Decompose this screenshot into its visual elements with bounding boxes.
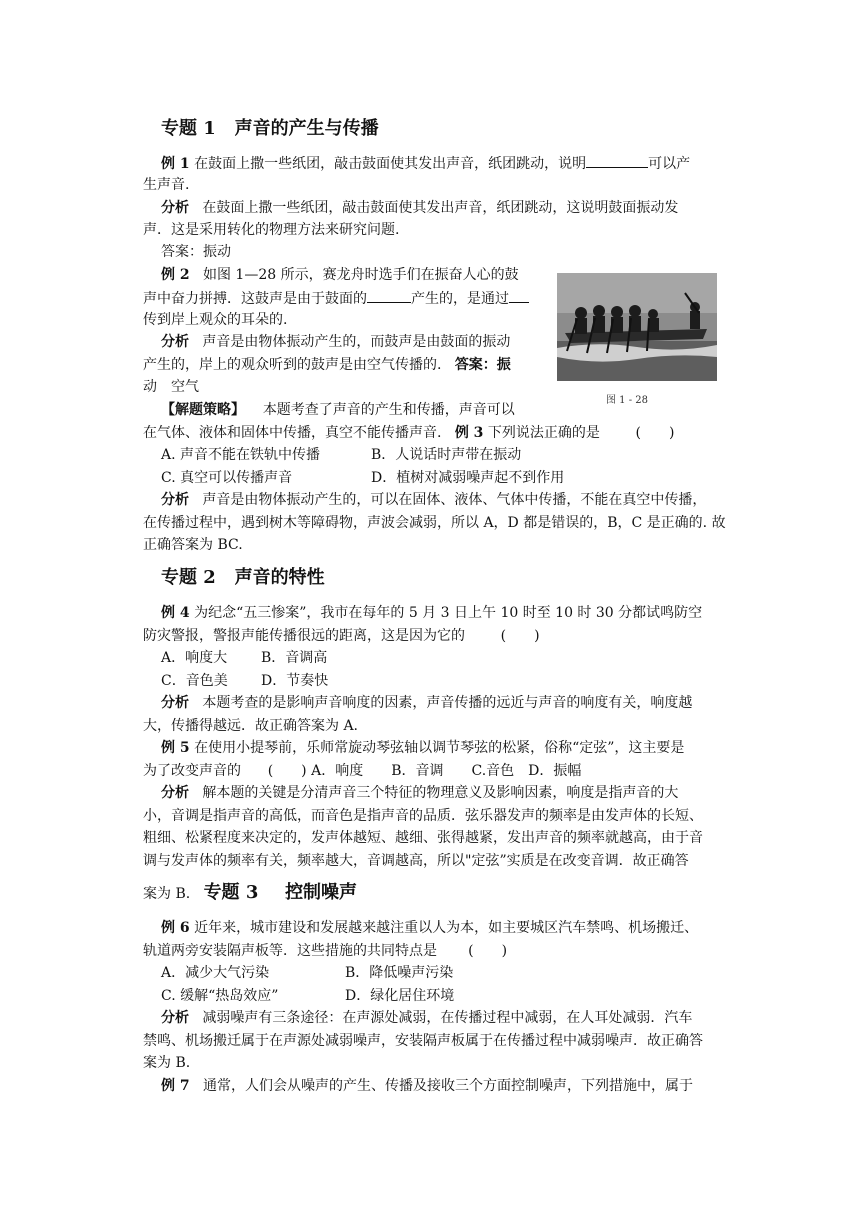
analysis-text: 减弱噪声有三条途径：在声源处减弱，在传播过程中减弱，在人耳处减弱．汽车 [202,1010,693,1026]
option-d: D．节奏快 [261,673,329,689]
example-label: 例 4 [161,605,190,621]
option-c: C. 真空可以传播声音 [161,470,293,486]
answer-text: 答案：振 [454,357,511,373]
options-row [161,648,327,668]
analysis-text: 案为 B. [143,1055,191,1071]
question-text: 如图 1—28 所示，赛龙舟时选手们在振奋人心的鼓 [202,267,519,283]
question-text: 为纪念“五三惨案”，我市在每年的 5 月 3 日上午 10 时至 10 时 30 分都试鸣防空 [194,605,703,621]
answer-paren: ( ) [635,425,675,441]
options-row [161,445,521,465]
strategy-text: 在气体、液体和固体中传播，真空不能传播声音. [143,425,442,441]
analysis [161,693,692,713]
options-inline: A．响度 B．音调 C.音色 D．振幅 [311,763,582,779]
topic-label: 专题 1 [161,118,216,139]
answer-blank [509,288,529,303]
analysis-text: 案为 B. [143,886,191,902]
strategy-text: 本题考查了声音的产生和传播，声音可以 [262,402,515,418]
option-a: A. 声音不能在铁轨中传播 [161,447,321,463]
question-text: 防灾警报，警报声能传播很远的距离，这是因为它的 [143,628,465,644]
options-row [161,963,453,983]
option-b: B．人说话时声带在振动 [371,447,522,463]
option-c: C. 缓解“热岛效应” [161,988,279,1004]
analysis-text: 声音是由物体振动产生的，可以在固体、液体、气体中传播，不能在真空中传播， [202,492,707,508]
question-line [143,626,540,646]
analysis [161,783,678,803]
dragon-boat-photo [557,273,717,381]
figure-caption: 图 1 - 28 [606,395,649,406]
analysis-text: 声．这是采用转化的物理方法来研究问题. [143,222,400,238]
option-d: D．绿化居住环境 [345,988,455,1004]
analysis [161,1008,692,1028]
analysis-text: 产生的，岸上的观众听到的鼓声是由空气传播的. [143,357,442,373]
analysis-line [143,355,511,375]
answer-paren: ( ) [468,943,508,959]
strategy-line [143,423,674,443]
topic-heading [161,117,379,141]
analysis-label: 分析 [161,200,189,216]
topic-label: 专题 3 [203,882,259,903]
example-question [161,153,690,174]
option-b: B．音调高 [261,650,328,666]
analysis-text: 粗细、松紧程度来决定的，发声体越短、越细、张得越紧，发出声音的频率就越高，由于音 [143,830,703,846]
example-label: 例 6 [161,920,190,936]
analysis-text: 禁鸣、机场搬迁属于在声源处减弱噪声，安装隔声板属于在传播过程中减弱噪声．故正确答 [143,1033,703,1049]
analysis-text: 调与发声体的频率有关，频率越大，音调越高，所以"定弦”实质是在改变音调．故正确答 [143,853,689,869]
analysis-text: 本题考查的是影响声音响度的因素，声音传播的远近与声音的响度有关，响度越 [202,695,693,711]
topic-title: 声音的产生与传播 [234,118,379,139]
question-line [143,941,507,961]
analysis-text: 在鼓面上撒一些纸团，敲击鼓面使其发出声音，纸团跳动，这说明鼓面振动发 [202,200,679,216]
answer-blank [586,153,648,168]
analysis-text: 正确答案为 BC. [143,537,243,553]
question-text: 轨道两旁安装隔声板等．这些措施的共同特点是 [143,943,437,959]
answer-text: 动 空气 [143,379,199,395]
analysis-label: 分析 [161,695,189,711]
answer-text: 答案：振动 [161,244,231,260]
analysis [161,198,678,218]
analysis-label: 分析 [161,492,189,508]
option-b: B．降低噪声污染 [345,965,454,981]
question-text: 可以产 [648,156,691,172]
analysis-text: 大，传播得越远．故正确答案为 A. [143,718,359,734]
topic-label: 专题 2 [161,567,216,588]
option-a: A．减少大气污染 [161,965,270,981]
analysis-line [143,883,357,904]
example-question [161,603,702,623]
question-text: 近年来，城市建设和发展越来越注重以人为本，如主要城区汽车禁鸣、机场搬迁、 [194,920,699,936]
example-label: 例 2 [161,267,190,283]
topic-heading [161,566,325,590]
options-row [161,986,454,1006]
topic-title: 控制噪声 [285,882,358,903]
options-row [161,671,328,691]
analysis-text: 声音是由物体振动产生的，而鼓声是由鼓面的振动 [202,334,511,350]
analysis-text: 小，音调是指声音的高低，而音色是指声音的品质．弦乐器发声的频率是由发声体的长短、 [143,808,703,824]
example-question [161,1076,693,1096]
answer-paren: ( ) [267,763,307,779]
example-question [161,918,698,938]
option-c: C．音色美 [161,673,228,689]
analysis-text: 解本题的关键是分清声音三个特征的物理意义及影响因素，响度是指声音的大 [202,785,679,801]
analysis [161,490,706,510]
analysis-label: 分析 [161,1010,189,1026]
analysis-label: 分析 [161,785,189,801]
answer-blank [367,288,411,303]
question-text: 为了改变声音的 [143,763,241,779]
options-row [161,468,564,488]
strategy-label: 【解题策略】 [161,402,245,418]
question-text: 在鼓面上撒一些纸团，敲击鼓面使其发出声音，纸团跳动，说明 [194,156,587,172]
option-a: A．响度大 [161,650,228,666]
question-text: 生声音. [143,177,190,193]
answer-paren: ( ) [500,628,540,644]
analysis-label: 分析 [161,334,189,350]
question-text: 在使用小提琴前，乐师常旋动琴弦轴以调节琴弦的松紧，俗称“定弦”，这主要是 [194,740,685,756]
analysis-text: 在传播过程中，遇到树木等障碍物，声波会减弱，所以 A，D 都是错误的，B，C 是正确的. 故 [143,515,726,531]
example-question [161,738,684,758]
example-label: 例 3 [454,425,484,441]
topic-title: 声音的特性 [234,567,325,588]
question-text: 下列说法正确的是 [487,425,600,441]
question-text: 产生的，是通过 [411,291,509,307]
example-label: 例 1 [161,156,190,172]
question-text: 通常，人们会从噪声的产生、传播及接收三个方面控制噪声，下列措施中，属于 [202,1078,693,1094]
question-text: 传到岸上观众的耳朵的. [143,312,288,328]
question-text: 声中奋力拼搏．这鼓声是由于鼓面的 [143,291,367,307]
analysis [161,332,510,352]
example-label: 例 7 [161,1078,190,1094]
example-question [161,265,519,285]
example-label: 例 5 [161,740,190,756]
question-line [143,288,529,309]
question-line [143,761,581,781]
option-d: D．植树对减弱噪声起不到作用 [371,470,565,486]
dragon-boat-illustration [557,273,717,381]
strategy [161,400,515,420]
